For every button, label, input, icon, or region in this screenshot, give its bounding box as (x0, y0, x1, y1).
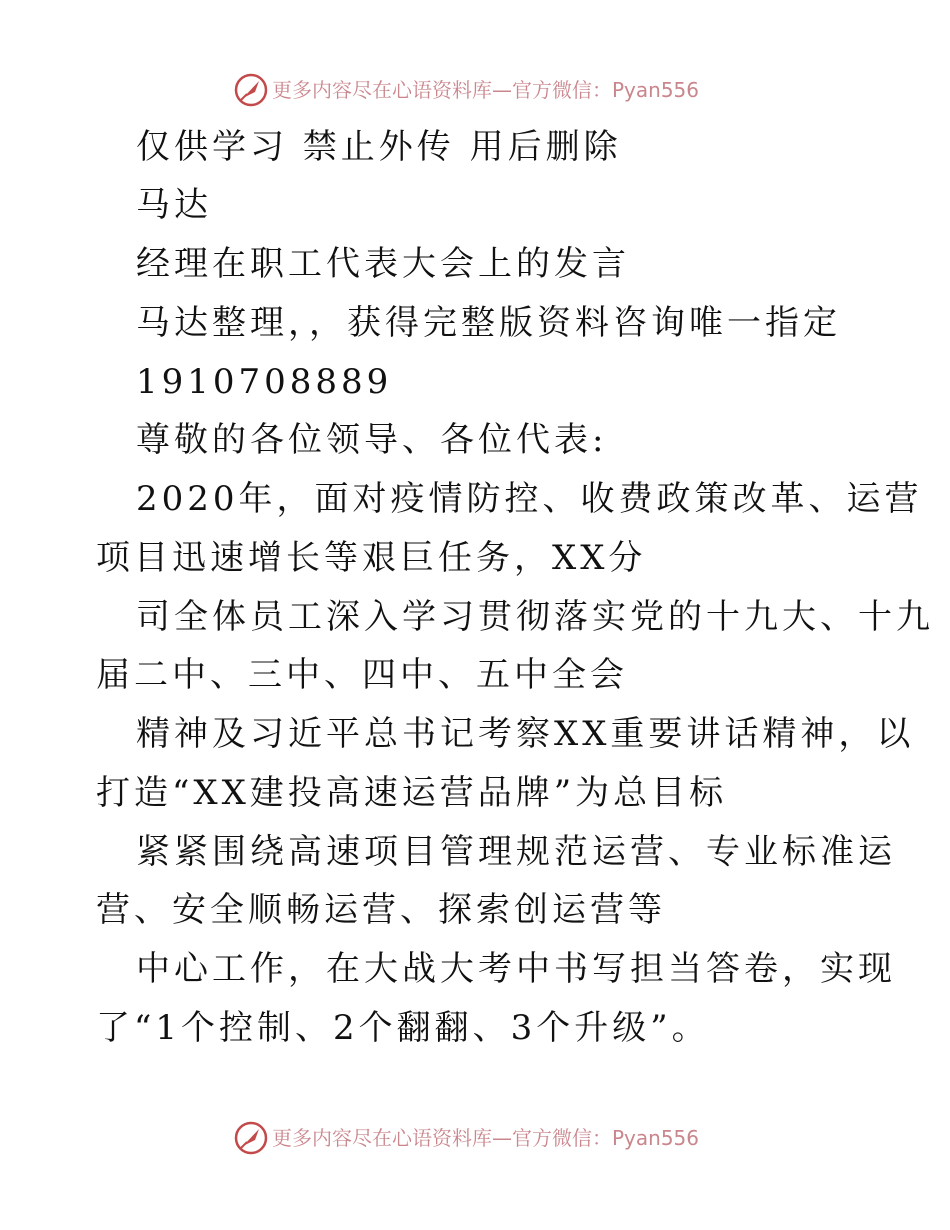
notice-line: 仅供学习 禁止外传 用后删除 (136, 127, 622, 167)
paragraph-line: 紧紧围绕高速项目管理规范运营、专业标准运 (136, 832, 896, 872)
quill-logo-icon (233, 1120, 269, 1156)
header-watermark (0, 72, 950, 112)
footer-watermark (0, 1120, 950, 1160)
paragraph-line: 营、安全顺畅运营、探索创运营等 (96, 890, 666, 930)
quill-logo-icon (233, 72, 269, 108)
salutation-line: 尊敬的各位领导、各位代表: (136, 420, 608, 460)
paragraph-line: 2020年，面对疫情防控、收费政策改革、运营 (136, 479, 923, 519)
paragraph-line: 中心工作，在大战大考中书写担当答卷，实现 (136, 949, 896, 989)
paragraph-line: 打造“XX建投高速运营品牌”为总目标 (96, 773, 728, 813)
phone-line: 1910708889 (136, 362, 393, 402)
paragraph-line: 项目迅速增长等艰巨任务，XX分 (96, 538, 647, 578)
watermark-text: 更多内容尽在心语资料库—官方微信：Pyan556 (272, 1126, 700, 1150)
title-line: 经理在职工代表大会上的发言 (136, 244, 630, 284)
paragraph-line: 精神及习近平总书记考察XX重要讲话精神，以 (136, 714, 915, 754)
paragraph-line: 了“1个控制、2个翻翻、3个升级”。 (96, 1008, 710, 1048)
compiler-line: 马达整理，，获得完整版资料咨询唯一指定 (136, 303, 841, 343)
author-line: 马达 (136, 185, 212, 225)
watermark-text: 更多内容尽在心语资料库—官方微信：Pyan556 (272, 78, 700, 102)
paragraph-line: 司全体员工深入学习贯彻落实党的十九大、十九 (136, 597, 934, 637)
paragraph-line: 届二中、三中、四中、五中全会 (96, 655, 628, 695)
